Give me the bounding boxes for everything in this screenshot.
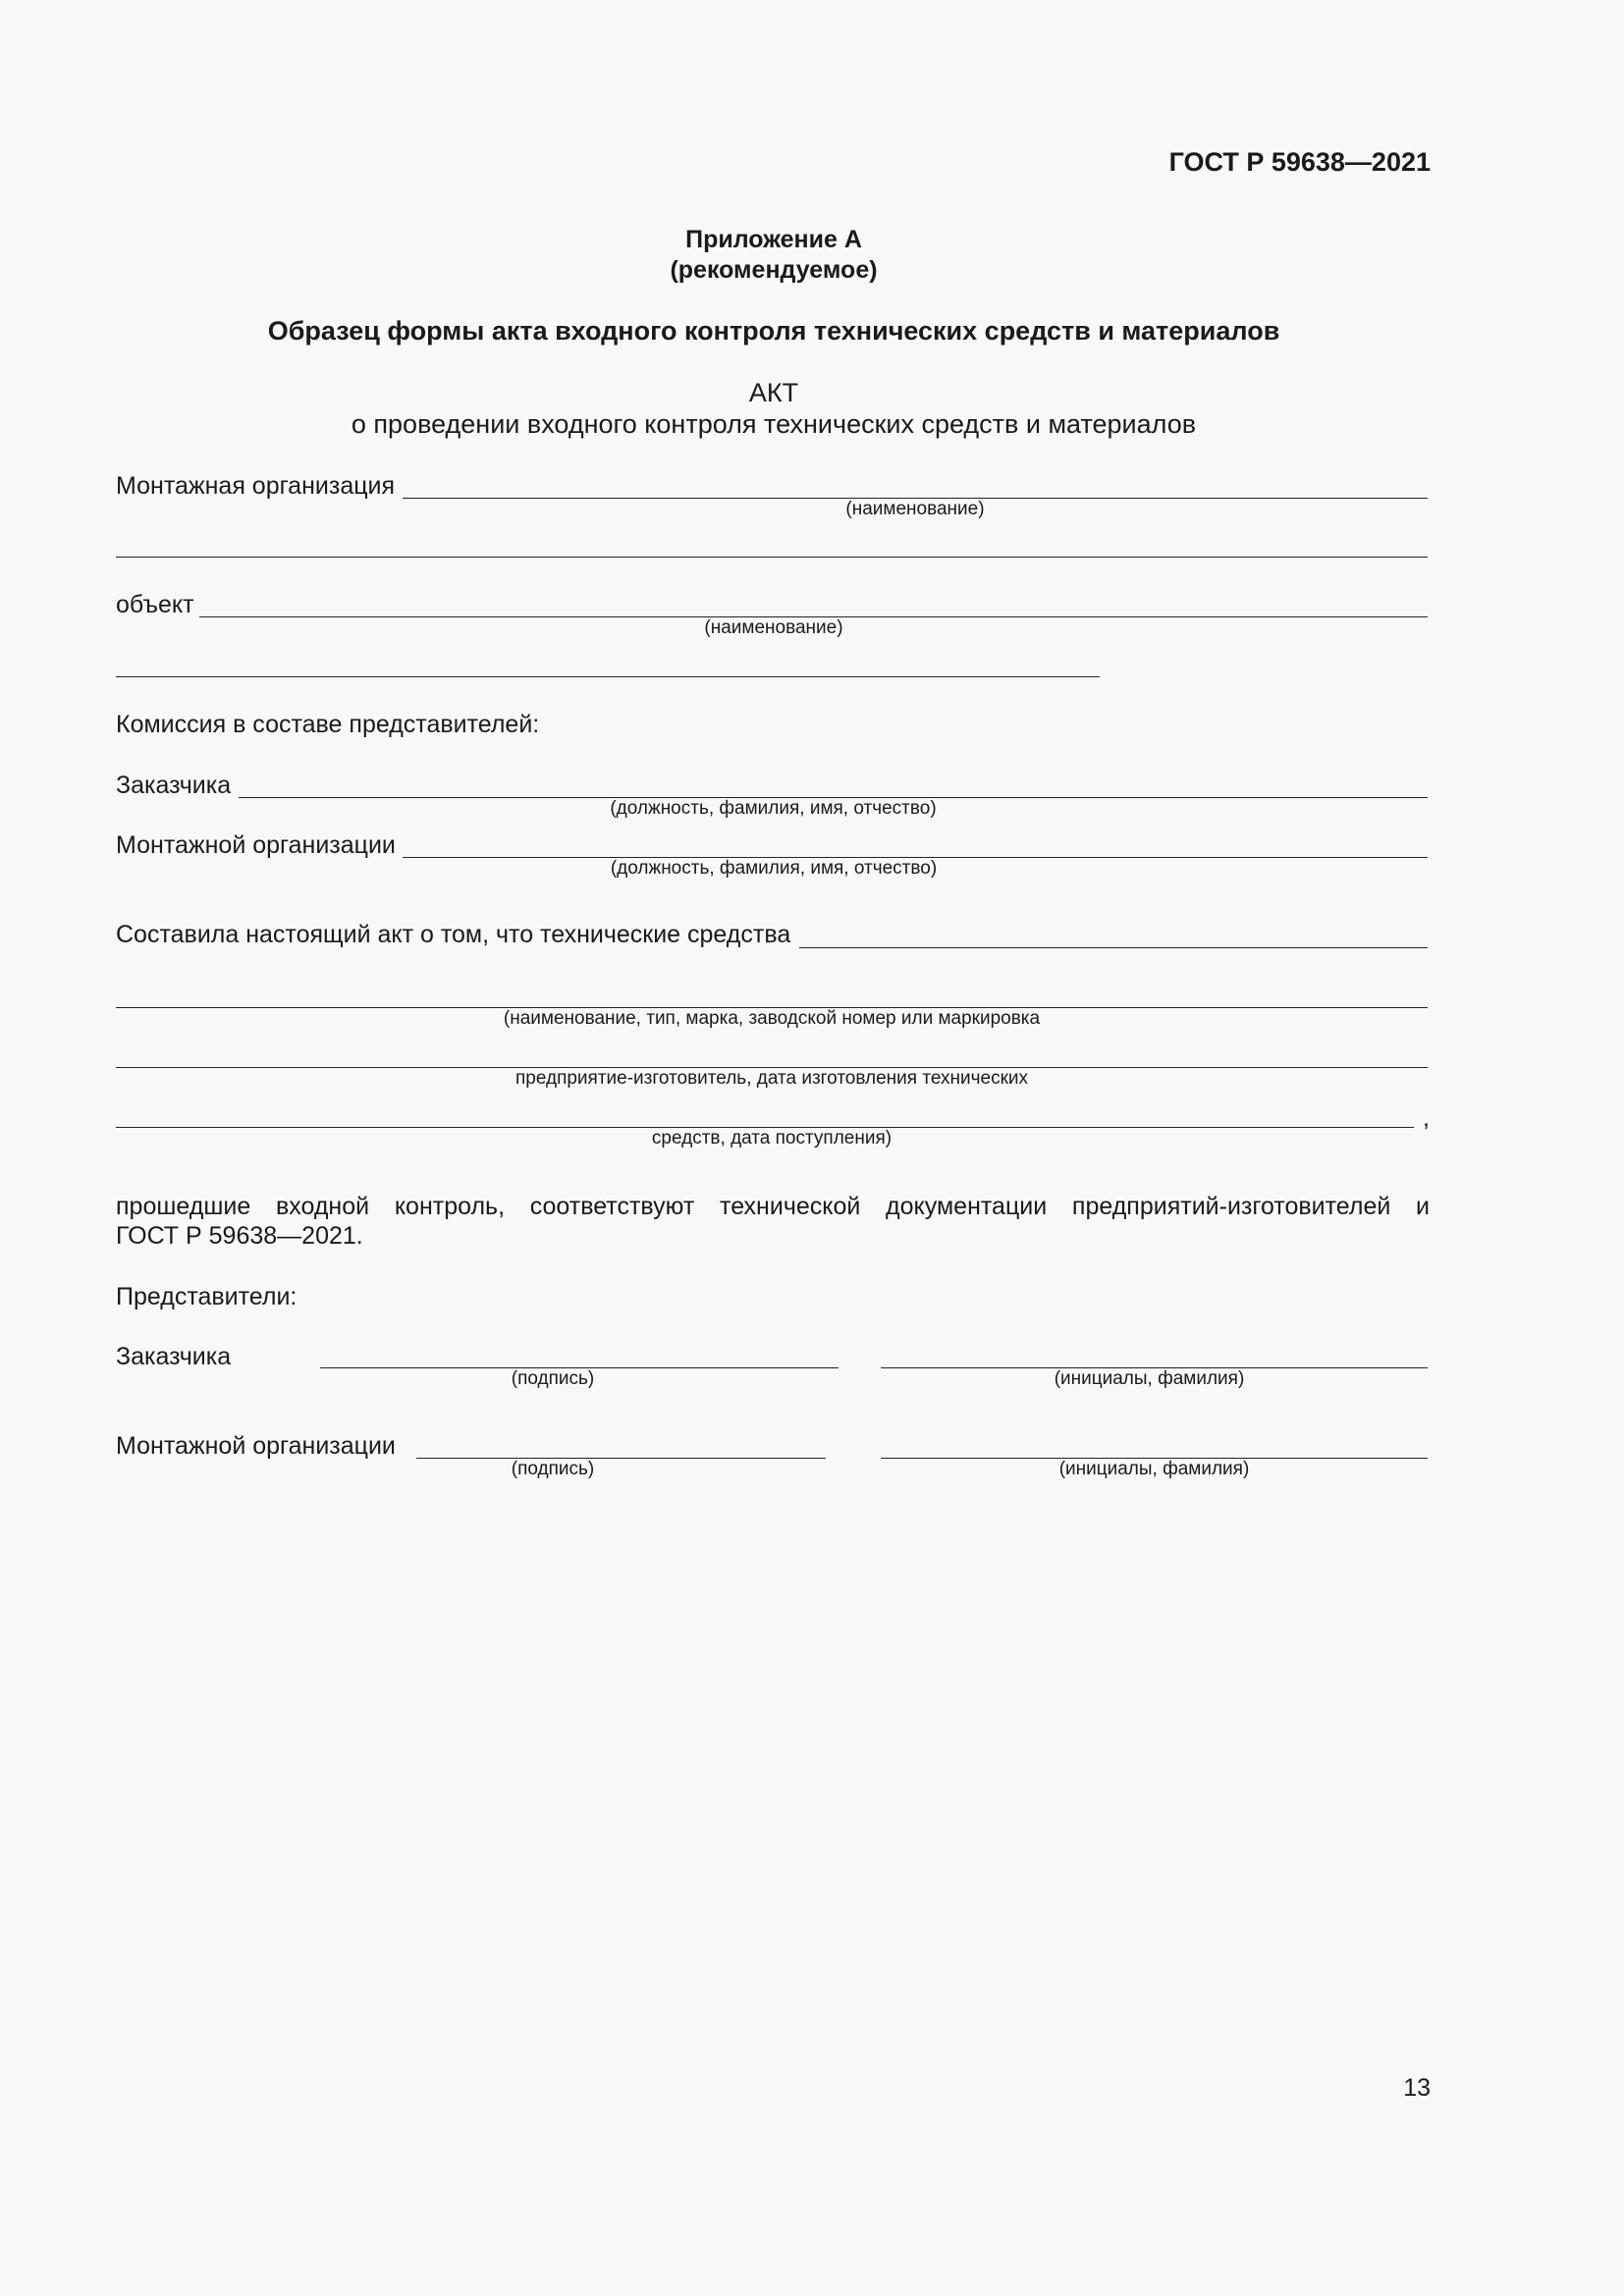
representatives-label: Представители: bbox=[116, 1283, 298, 1310]
org-label: Монтажная организация bbox=[116, 472, 396, 500]
customer-signature-caption: (подпись) bbox=[511, 1368, 595, 1389]
customer-name-sign-caption: (инициалы, фамилия) bbox=[1054, 1368, 1245, 1389]
equipment-caption-3: средств, дата поступления) bbox=[651, 1128, 893, 1148]
conclusion-text: прошедшие входной контроль, соответствуют технической документации предприятий-изготовителей и bbox=[116, 1193, 1430, 1220]
conclusion-text-2: ГОСТ Р 59638—2021. bbox=[116, 1222, 363, 1250]
contractor-caption: (должность, фамилия, имя, отчество) bbox=[610, 858, 938, 879]
compiled-label: Составила настоящий акт о том, что технические средства bbox=[116, 921, 791, 948]
object-caption: (наименование) bbox=[704, 617, 843, 638]
equipment-caption-1: (наименование, тип, марка, заводской номер или маркировка bbox=[503, 1008, 1041, 1029]
page-number: 13 bbox=[1403, 2074, 1431, 2102]
org-name-line-2[interactable] bbox=[116, 557, 1428, 558]
object-label: объект bbox=[116, 591, 194, 618]
annex-status: (рекомендуемое) bbox=[670, 256, 878, 284]
customer-label: Заказчика bbox=[116, 772, 232, 799]
object-name-line-2[interactable] bbox=[116, 676, 1100, 677]
sign-customer-label: Заказчика bbox=[116, 1343, 232, 1370]
contractor-label: Монтажной организации bbox=[116, 831, 396, 859]
contractor-signature-caption: (подпись) bbox=[511, 1459, 595, 1479]
form-title: Образец формы акта входного контроля технических средств и материалов bbox=[267, 316, 1280, 346]
customer-caption: (должность, фамилия, имя, отчество) bbox=[610, 798, 937, 819]
contractor-name-sign-caption: (инициалы, фамилия) bbox=[1058, 1459, 1250, 1479]
act-title: АКТ bbox=[748, 378, 799, 407]
comma: , bbox=[1423, 1104, 1430, 1132]
annex-title: Приложение А bbox=[685, 226, 862, 253]
equipment-caption-2: предприятие-изготовитель, дата изготовления технических bbox=[514, 1068, 1028, 1089]
sign-contractor-label: Монтажной организации bbox=[116, 1432, 396, 1460]
standard-number: ГОСТ Р 59638—2021 bbox=[1168, 147, 1431, 177]
act-subtitle: о проведении входного контроля технических средств и материалов bbox=[351, 409, 1197, 439]
org-caption: (наименование) bbox=[845, 499, 985, 519]
commission-label: Комиссия в составе представителей: bbox=[116, 711, 540, 738]
equipment-line-1[interactable] bbox=[799, 947, 1428, 948]
